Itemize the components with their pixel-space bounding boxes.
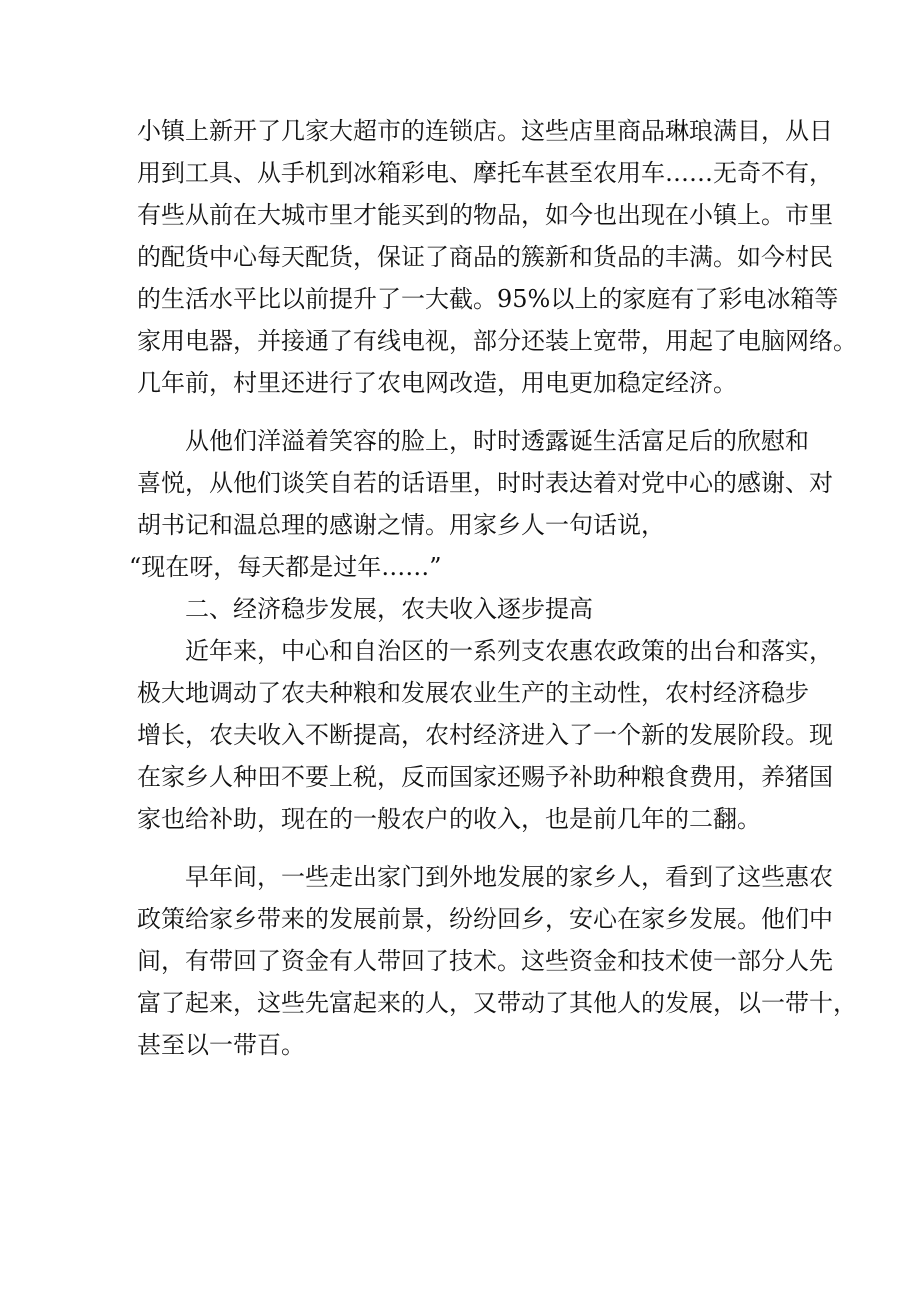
paragraph-line: 家也给补助，现在的一般农户的收入，也是前几年的二翻。 <box>137 805 761 833</box>
document-body <box>129 110 857 1066</box>
paragraph-1 <box>137 110 857 404</box>
paragraph-line: 甚至以一带百。 <box>137 1031 305 1059</box>
paragraph-line: 从他们洋溢着笑容的脸上，时时透露诞生活富足后的欣慰和 <box>185 427 809 455</box>
paragraph-line: 富了起来，这些先富起来的人，又带动了其他人的发展，以一带十， <box>137 989 857 1017</box>
section-heading: 二、经济稳步发展，农夫收入逐步提高 <box>185 595 593 623</box>
paragraph-line: 在家乡人种田不要上税，反而国家还赐予补助种粮食费用，养猪国 <box>137 763 833 791</box>
paragraph-line: 的生活水平比以前提升了一大截。95%以上的家庭有了彩电冰箱等 <box>137 285 839 313</box>
quote-line: “现在呀，每天都是过年……” <box>129 553 442 581</box>
paragraph-line: 增长，农夫收入不断提高，农村经济进入了一个新的发展阶段。现 <box>137 721 833 749</box>
paragraph-2 <box>129 420 833 588</box>
paragraph-line: 政策给家乡带来的发展前景，纷纷回乡，安心在家乡发展。他们中 <box>137 905 833 933</box>
paragraph-line: 小镇上新开了几家大超市的连锁店。这些店里商品琳琅满目，从日 <box>137 117 833 145</box>
section-heading-block <box>137 588 797 630</box>
paragraph-line: 的配货中心每天配货，保证了商品的簇新和货品的丰满。如今村民 <box>137 243 833 271</box>
paragraph-3 <box>137 630 833 840</box>
paragraph-line: 家用电器，并接通了有线电视，部分还装上宽带，用起了电脑网络。 <box>137 327 857 355</box>
paragraph-line: 早年间，一些走出家门到外地发展的家乡人，看到了这些惠农 <box>185 863 833 891</box>
paragraph-line: 极大地调动了农夫种粮和发展农业生产的主动性，农村经济稳步 <box>137 679 809 707</box>
paragraph-line: 几年前，村里还进行了农电网改造，用电更加稳定经济。 <box>137 369 737 397</box>
paragraph-line: 近年来，中心和自治区的一系列支农惠农政策的出台和落实， <box>185 637 833 665</box>
paragraph-line: 间，有带回了资金有人带回了技术。这些资金和技术使一部分人先 <box>137 947 833 975</box>
paragraph-line: 有些从前在大城市里才能买到的物品，如今也出现在小镇上。市里 <box>137 201 833 229</box>
paragraph-line: 喜悦，从他们谈笑自若的话语里，时时表达着对党中心的感谢、对 <box>137 469 833 497</box>
paragraph-4 <box>137 856 857 1066</box>
paragraph-line: 用到工具、从手机到冰箱彩电、摩托车甚至农用车……无奇不有， <box>137 159 833 187</box>
paragraph-line: 胡书记和温总理的感谢之情。用家乡人一句话说， <box>137 511 665 539</box>
